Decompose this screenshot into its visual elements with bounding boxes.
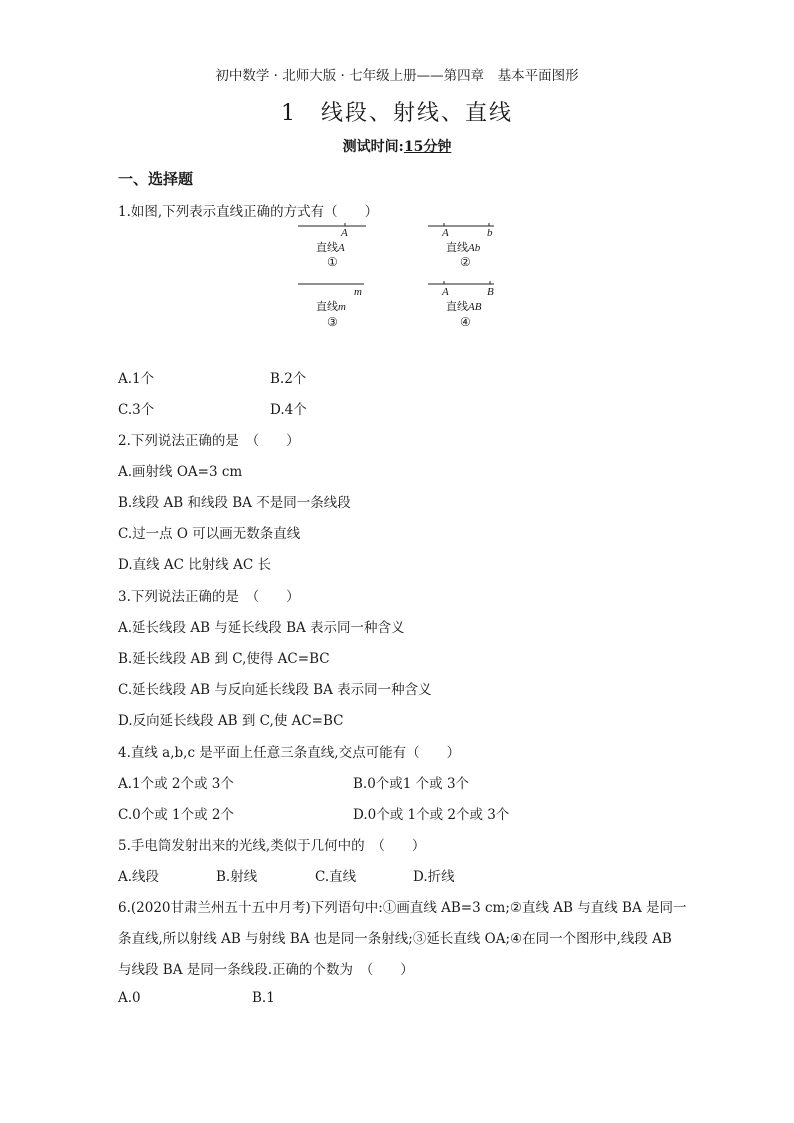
question-3-option-c[interactable]: C.延长线段 AB 与反向延长线段 BA 表示同一种含义 <box>118 682 432 698</box>
question-3-stem: 3.下列说法正确的是 （ ） <box>118 589 300 605</box>
question-5-option-c[interactable]: C.直线 <box>315 869 357 885</box>
figure-4-number: ④ <box>460 315 471 329</box>
figure-4-point-b: B <box>487 286 494 298</box>
question-2-option-c[interactable]: C.过一点 O 可以画无数条直线 <box>118 526 301 542</box>
question-6-option-a[interactable]: A.0 <box>118 990 141 1006</box>
question-6-option-b[interactable]: B.1 <box>252 990 275 1006</box>
question-6-stem-line-3: 与线段 BA 是同一条线段.正确的个数为 （ ） <box>118 962 414 978</box>
question-3-option-b[interactable]: B.延长线段 AB 到 C,使得 AC=BC <box>118 651 330 667</box>
figure-1-label: 直线A <box>316 241 345 254</box>
figure-3-number: ③ <box>327 315 338 329</box>
test-time-label: 测试时间: <box>342 139 404 155</box>
question-1-option-b[interactable]: B.2个 <box>270 371 307 387</box>
question-1-option-d[interactable]: D.4个 <box>270 402 307 418</box>
question-3-option-a[interactable]: A.延长线段 AB 与延长线段 BA 表示同一种含义 <box>118 620 405 636</box>
question-3-option-d[interactable]: D.反向延长线段 AB 到 C,使 AC=BC <box>118 713 344 729</box>
question-4-option-c[interactable]: C.0个或 1个或 2个 <box>118 807 234 823</box>
question-1-option-c[interactable]: C.3个 <box>118 402 155 418</box>
question-1-stem: 1.如图,下列表示直线正确的方式有（ ） <box>118 204 379 220</box>
question-5-option-d[interactable]: D.折线 <box>413 869 455 885</box>
question-5-stem: 5.手电筒发射出来的光线,类似于几何中的 （ ） <box>118 838 426 854</box>
question-4-option-b[interactable]: B.0个或1 个或 3个 <box>353 776 470 792</box>
figure-1-line <box>298 222 368 232</box>
question-5-option-b[interactable]: B.射线 <box>216 869 258 885</box>
question-6-stem-line-2: 条直线,所以射线 AB 与射线 BA 也是同一条射线;③延长直线 OA;④在同一个图形中,线段 AB <box>118 931 672 947</box>
figure-3-label: 直线m <box>316 300 346 313</box>
figure-2-number: ② <box>460 255 471 269</box>
question-4-option-d[interactable]: D.0个或 1个或 2个或 3个 <box>353 807 510 823</box>
figure-3-point: m <box>354 286 362 298</box>
question-4-option-a[interactable]: A.1个或 2个或 3个 <box>118 776 234 792</box>
page-header: 初中数学 · 北师大版 · 七年级上册——第四章 基本平面图形 <box>215 68 579 84</box>
figure-1-point: A <box>341 227 348 239</box>
figure-4-point-a: A <box>442 286 449 298</box>
question-5-option-a[interactable]: A.线段 <box>118 869 160 885</box>
question-1-option-a[interactable]: A.1个 <box>118 371 155 387</box>
figure-2-point-a: A <box>442 227 449 239</box>
question-2-stem: 2.下列说法正确的是 （ ） <box>118 433 300 449</box>
figure-2-label: 直线Ab <box>446 241 481 254</box>
question-2-option-b[interactable]: B.线段 AB 和线段 BA 不是同一条线段 <box>118 495 351 511</box>
question-4-stem: 4.直线 a,b,c 是平面上任意三条直线,交点可能有（ ） <box>118 745 461 761</box>
question-2-option-a[interactable]: A.画射线 OA=3 cm <box>118 464 243 480</box>
test-time <box>0 136 794 156</box>
test-time-value: 15分钟 <box>403 139 452 155</box>
question-2-option-d[interactable]: D.直线 AC 比射线 AC 长 <box>118 557 271 573</box>
section-heading: 一、选择题 <box>118 170 194 188</box>
figure-1-number: ① <box>327 255 338 269</box>
question-6-stem-line-1: 6.(2020甘肃兰州五十五中月考)下列语句中:①画直线 AB=3 cm;②直线 AB 与直线 BA 是同一 <box>118 900 687 916</box>
page-title: 1 线段、射线、直线 <box>281 101 513 126</box>
figure-4-label: 直线AB <box>446 300 482 313</box>
figure-2-point-b: b <box>487 227 493 239</box>
